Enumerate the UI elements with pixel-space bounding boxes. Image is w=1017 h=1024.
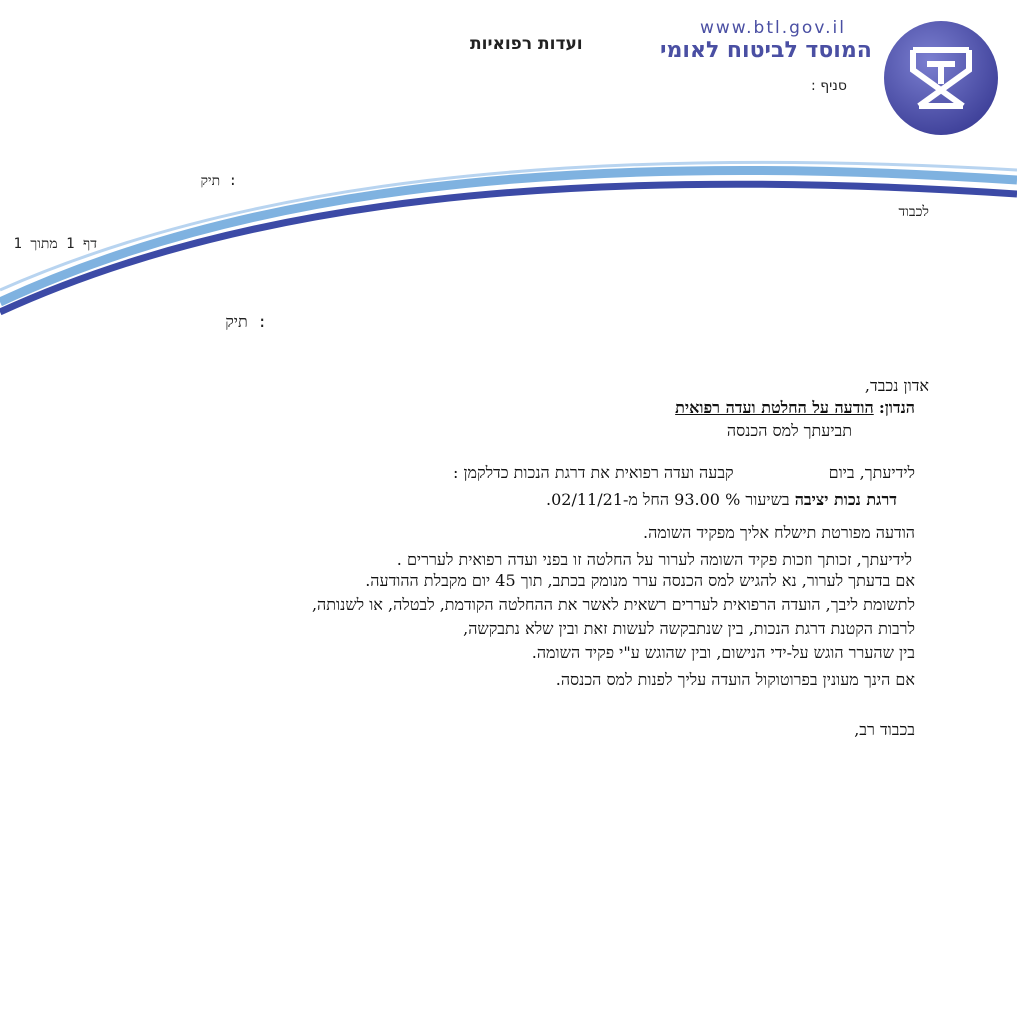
decision-date-suffix: קבעה ועדה רפואית את דרגת הנכות כדלקמן : (452, 463, 734, 482)
file-label-top: : תיק (200, 173, 237, 189)
disability-rate: בשיעור % 93.00 החל מ-02/11/21. (546, 490, 790, 509)
subject-line (675, 398, 915, 418)
appeal-paragraph-line: בין שהערר הוגש על-ידי הנישום, ובין שהוגש ע"י פקיד השומה. (531, 643, 915, 662)
appeal-paragraph-line: אם בדעתך לערור, נא להגיש למס הכנסה ערר מנומק בכתב, תוך 45 יום מקבלת ההודעה. (365, 571, 915, 590)
header-swoosh-decoration (0, 150, 1017, 320)
department-title: ועדות רפואיות (470, 34, 583, 54)
detailed-notice-line: הודעה מפורטת תישלח אליך מפקיד השומה. (642, 523, 915, 542)
disability-type: דרגת נכות יציבה (794, 490, 897, 509)
file-label-mid: : תיק (225, 312, 267, 331)
page-number: דף 1 מתוך 1 (13, 236, 97, 252)
salutation: אדון נכבד, (864, 376, 929, 395)
decision-date-line (453, 463, 915, 483)
branch-label: סניף : (811, 78, 847, 94)
protocol-paragraph: אם הינך מעונין בפרוטוקול הועדה עליך לפנות למס הכנסה. (555, 670, 915, 689)
disability-degree-line (546, 490, 897, 510)
decision-date-prefix: לידיעתך, ביום (828, 463, 915, 482)
closing: בכבוד רב, (854, 720, 915, 739)
appeal-paragraph-line: לתשומת ליבך, הועדה הרפואית לעררים רשאית לאשר את ההחלטה הקודמת, לבטלה, או לשנותה, (311, 595, 915, 614)
appeal-paragraph-line: לידיעתך, זכותך וזכות פקיד השומה לערור על החלטה זו בפני ועדה רפואית לעררים . (396, 550, 912, 569)
subject-label: הנדון: (878, 398, 915, 417)
recipient-label: לכבוד (898, 204, 929, 220)
btl-logo-icon (883, 20, 999, 136)
header-url: www.btl.gov.il (700, 18, 846, 38)
appeal-paragraph-line: לרבות הקטנת דרגת הנכות, בין שנתבקשה לעשות זאת ובין שלא נתבקשה, (463, 619, 915, 638)
subject-value: הודעה על החלטת ועדה רפואית (675, 398, 874, 417)
organization-name: המוסד לביטוח לאומי (660, 38, 872, 63)
subject-subtitle: תביעתך למס הכנסה (726, 421, 852, 440)
